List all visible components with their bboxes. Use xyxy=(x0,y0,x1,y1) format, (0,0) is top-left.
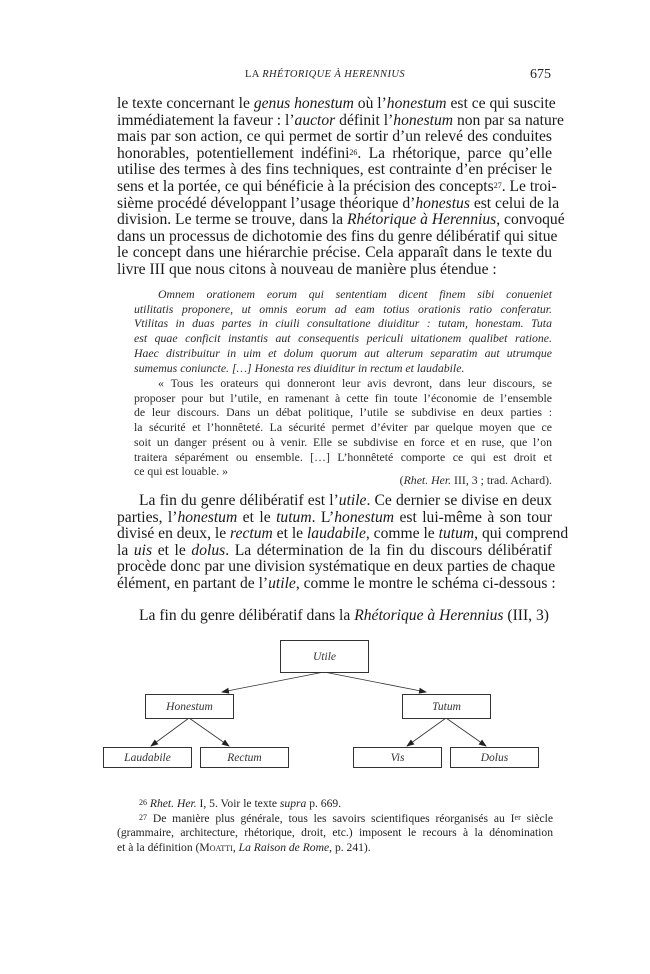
caption-italic: Rhétorique à Herennius xyxy=(354,607,504,624)
citation-source: Rhet. Her. xyxy=(403,473,452,487)
text-run: est lui-même à son tour xyxy=(394,508,553,526)
caption-prefix: La fin du genre délibératif dans la xyxy=(139,607,355,624)
running-title xyxy=(0,69,650,80)
text-run: , comme le xyxy=(365,525,439,543)
footnote-27 xyxy=(117,812,553,856)
text-run: et le xyxy=(152,541,192,559)
italic-term: honestum xyxy=(177,508,238,526)
text-line xyxy=(117,177,557,196)
text-run: honorables, potentiellement indéfini xyxy=(117,144,350,162)
text-run: non par sa nature xyxy=(453,111,564,129)
text-run: , convoqué xyxy=(496,211,565,229)
text-run: sens et la portée, ce qui bénéficie à la précision des concepts xyxy=(117,177,494,195)
text-line xyxy=(117,111,564,130)
paragraph-2 xyxy=(117,492,569,593)
italic-term: Rhétorique à Herennius xyxy=(346,211,497,229)
text-run: est ce qui suscite xyxy=(446,95,556,112)
text-run: procède donc par une division systématique en deux parties de chaque xyxy=(117,558,556,576)
text-run: divisé en deux, le xyxy=(117,525,231,543)
page-number: 675 xyxy=(530,67,551,82)
text-line xyxy=(117,194,560,213)
node-laudabile: Laudabile xyxy=(103,747,192,768)
footnote-27-author: Moatti xyxy=(199,840,233,854)
italic-term: honestum xyxy=(334,508,395,526)
text-run: livre III que nous citons à nouveau de manière plus étendue : xyxy=(117,260,497,278)
footnote-27-title: La Raison de Rome xyxy=(238,840,330,854)
text-line xyxy=(117,558,556,576)
text-run: division. Le terme se trouve, dans la xyxy=(117,211,347,229)
text-run: . La rhétorique, parce qu’elle xyxy=(357,144,552,162)
text-line xyxy=(117,262,552,279)
quote-line: est quae conficit instantis aut consequentis periculi uitationem qualibet ratione. xyxy=(134,331,552,346)
node-rectum: Rectum xyxy=(200,747,289,768)
text-run: élément, en partant de l’ xyxy=(117,574,269,592)
footnote-26-supra: supra xyxy=(279,797,307,810)
text-run: . Le troi- xyxy=(501,177,557,195)
italic-term: utile xyxy=(338,492,367,509)
text-line xyxy=(117,129,552,146)
italic-term: auctor xyxy=(294,111,336,129)
running-title-prefix: LA xyxy=(244,69,263,80)
text-line xyxy=(117,510,552,527)
italic-term: rectum xyxy=(230,525,273,543)
text-run: . La détermination de la fin du discours délibératif xyxy=(225,541,552,559)
text-run: la xyxy=(117,541,134,559)
text-run: dans un processus de dichotomie des fins du genre délibératif qui situe xyxy=(117,227,558,245)
quote-line: ce qui est louable. » xyxy=(134,464,229,479)
text-line xyxy=(117,227,558,246)
text-run: le texte concernant le xyxy=(117,95,254,112)
text-run: est celui de la xyxy=(469,194,560,212)
footnote-26 xyxy=(117,797,553,812)
text-line xyxy=(117,543,552,560)
footnote-ref: 26 xyxy=(349,147,358,157)
italic-term: genus honestum xyxy=(253,95,354,112)
italic-term: honestum xyxy=(386,95,447,112)
text-line xyxy=(117,95,556,113)
citation-rest: III, 3 ; trad. Achard). xyxy=(451,473,552,487)
italic-term: laudabile xyxy=(306,525,366,543)
text-line xyxy=(117,146,552,163)
text-line xyxy=(117,493,552,510)
footnote-26-page: p. 669. xyxy=(306,797,342,810)
footnote-26-number: 26 xyxy=(139,798,147,807)
text-run: mais par son action, ce qui permet de sortir d’un relevé des conduites xyxy=(117,128,552,146)
italic-term: uis xyxy=(133,541,153,559)
text-run: et le xyxy=(272,525,307,543)
italic-term: tutum xyxy=(276,508,312,526)
text-run: , qui comprend xyxy=(474,525,569,543)
node-vis: Vis xyxy=(353,747,442,768)
italic-term: dolus xyxy=(191,541,226,559)
footnote-ref: 27 xyxy=(493,180,502,190)
italic-term: utile xyxy=(268,574,296,592)
text-line xyxy=(117,162,552,179)
quote-line: soit un danger présent ou à venir. Elle se subdivise en force et en ruse, que l’on xyxy=(134,434,552,449)
footnote-27-line3: et à la définition ( xyxy=(117,840,200,854)
footnote-27-number: 27 xyxy=(139,812,147,822)
quote-line: la sécurité et l’honnêteté. La sécurité permet d’éviter par quelque moyen que ce xyxy=(134,420,552,435)
text-run: et le xyxy=(237,508,277,526)
quote-line: « Tous les orateurs qui donneront leur avis devront, dans leur discours, se xyxy=(158,376,552,390)
french-translation-quote xyxy=(134,376,552,479)
text-line xyxy=(117,525,569,543)
text-run: La fin du genre délibératif est l’ xyxy=(139,492,339,509)
caption-suffix: (III, 3) xyxy=(503,607,549,624)
text-line xyxy=(117,574,556,593)
text-line xyxy=(117,211,565,229)
footnote-27-sup: er xyxy=(514,812,521,822)
text-run: définit l’ xyxy=(335,111,394,129)
quote-line: Haec distribuitur in uim et dolum quorum aut alterum separatim aut utrumque xyxy=(134,345,552,360)
text-run: sième procédé développant l’usage théorique d’ xyxy=(117,194,416,212)
footnote-26-text: I, 5. Voir le texte xyxy=(196,797,280,810)
footnote-27-sep: , xyxy=(232,840,239,854)
figure-caption xyxy=(117,607,599,625)
quote-line: traitera séparément ou ensemble. […] L’honnêteté comporte ce qui est droit et xyxy=(134,449,552,464)
text-run: le concept dans une hiérarchie précise. Cela apparaît dans le texte du xyxy=(117,244,552,262)
quote-line: sumemus coniuncte. […] Honesta res diuiditur in rectum et laudabile. xyxy=(134,360,465,375)
node-tutum: Tutum xyxy=(402,694,491,719)
quote-line: Vtilitas in duas partes in ciuili consultatione diuiditur : tutam, honestam. Tuta xyxy=(134,316,552,331)
text-run: . L’ xyxy=(311,508,335,526)
italic-term: honestum xyxy=(393,111,454,129)
italic-term: tutum xyxy=(438,525,475,543)
latin-block-quote xyxy=(134,287,552,375)
paragraph-1 xyxy=(117,95,565,279)
node-honestum: Honestum xyxy=(145,694,234,719)
citation-open: ( xyxy=(399,473,404,487)
text-run: où l’ xyxy=(353,95,387,112)
node-dolus: Dolus xyxy=(450,747,539,768)
page-header xyxy=(0,67,650,85)
footnote-27-end: , p. 241). xyxy=(329,840,371,854)
quote-line: Omnem orationem eorum qui sententiam dicent finem sibi conueniet xyxy=(158,287,552,301)
text-run: utilise des termes à des fins techniques, est contrainte d’en préciser le xyxy=(117,161,552,179)
footnote-27-line1-end: siècle xyxy=(520,811,553,825)
footnote-26-source: Rhet. Her. xyxy=(149,797,197,810)
node-utile: Utile xyxy=(280,640,369,673)
footnote-27-line2: (grammaire, architecture, rhétorique, droit, etc.) imposent le recours à la dénomination xyxy=(117,826,553,840)
footnote-27-line1: De manière plus générale, tous les savoirs scientifiques réorganisés au I xyxy=(147,811,515,825)
text-run: immédiatement la faveur : l’ xyxy=(117,111,295,129)
text-line xyxy=(117,245,552,262)
text-run: . Ce dernier se divise en deux xyxy=(366,492,552,509)
quote-line: utilitatis proponere, ut omnis eorum ad eam totius orationis ratio conferatur. xyxy=(134,301,552,316)
footnotes xyxy=(117,797,553,855)
quote-line: de leur discours. Dans un débat politique, l’utile se subdivise en deux parties : xyxy=(134,405,552,420)
running-title-italic: RHÉTORIQUE À HERENNIUS xyxy=(262,69,405,80)
quote-citation xyxy=(134,473,552,488)
italic-term: honestus xyxy=(415,194,470,212)
quote-line: proposer pour but l’utile, en ramenant à cette fin toute l’économie de l’ensemble xyxy=(134,390,552,405)
text-run: , comme le montre le schéma ci-dessous : xyxy=(295,574,556,592)
text-run: parties, l’ xyxy=(117,508,178,526)
